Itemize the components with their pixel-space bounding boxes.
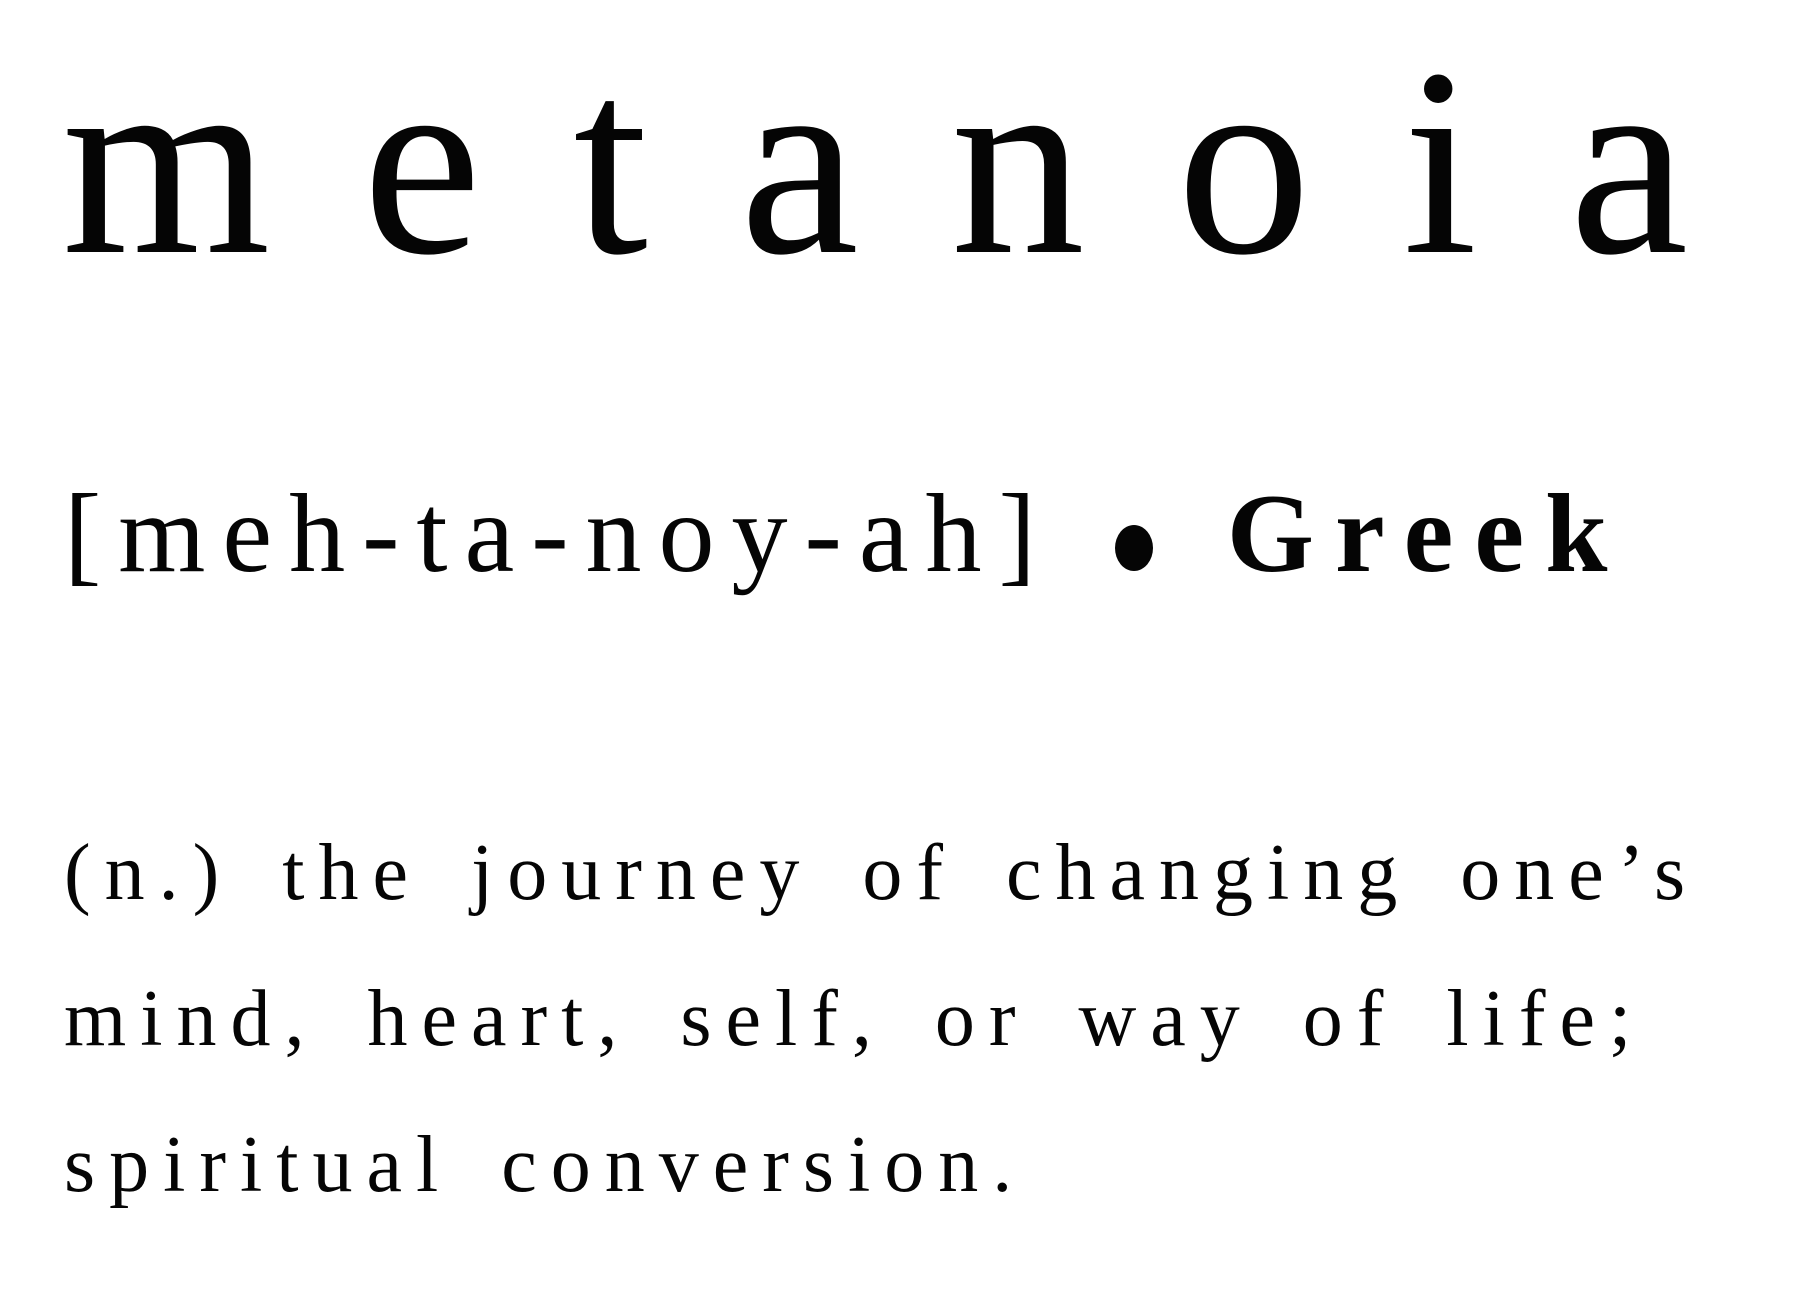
definition-line-3: spiritual conversion.: [64, 1121, 1027, 1209]
bullet-separator-icon: [1115, 525, 1153, 571]
word-title: metanoia: [62, 13, 1781, 310]
definition-text: [64, 800, 1764, 1238]
definition-line-2: mind, heart, self, or way of life;: [64, 975, 1646, 1063]
pronunciation-line: [64, 472, 1629, 596]
language-origin: Greek: [1226, 472, 1629, 596]
phonetic-spelling: [meh-ta-noy-ah]: [64, 472, 1053, 596]
definition-line-1: (n.) the journey of changing one’s: [64, 829, 1700, 917]
